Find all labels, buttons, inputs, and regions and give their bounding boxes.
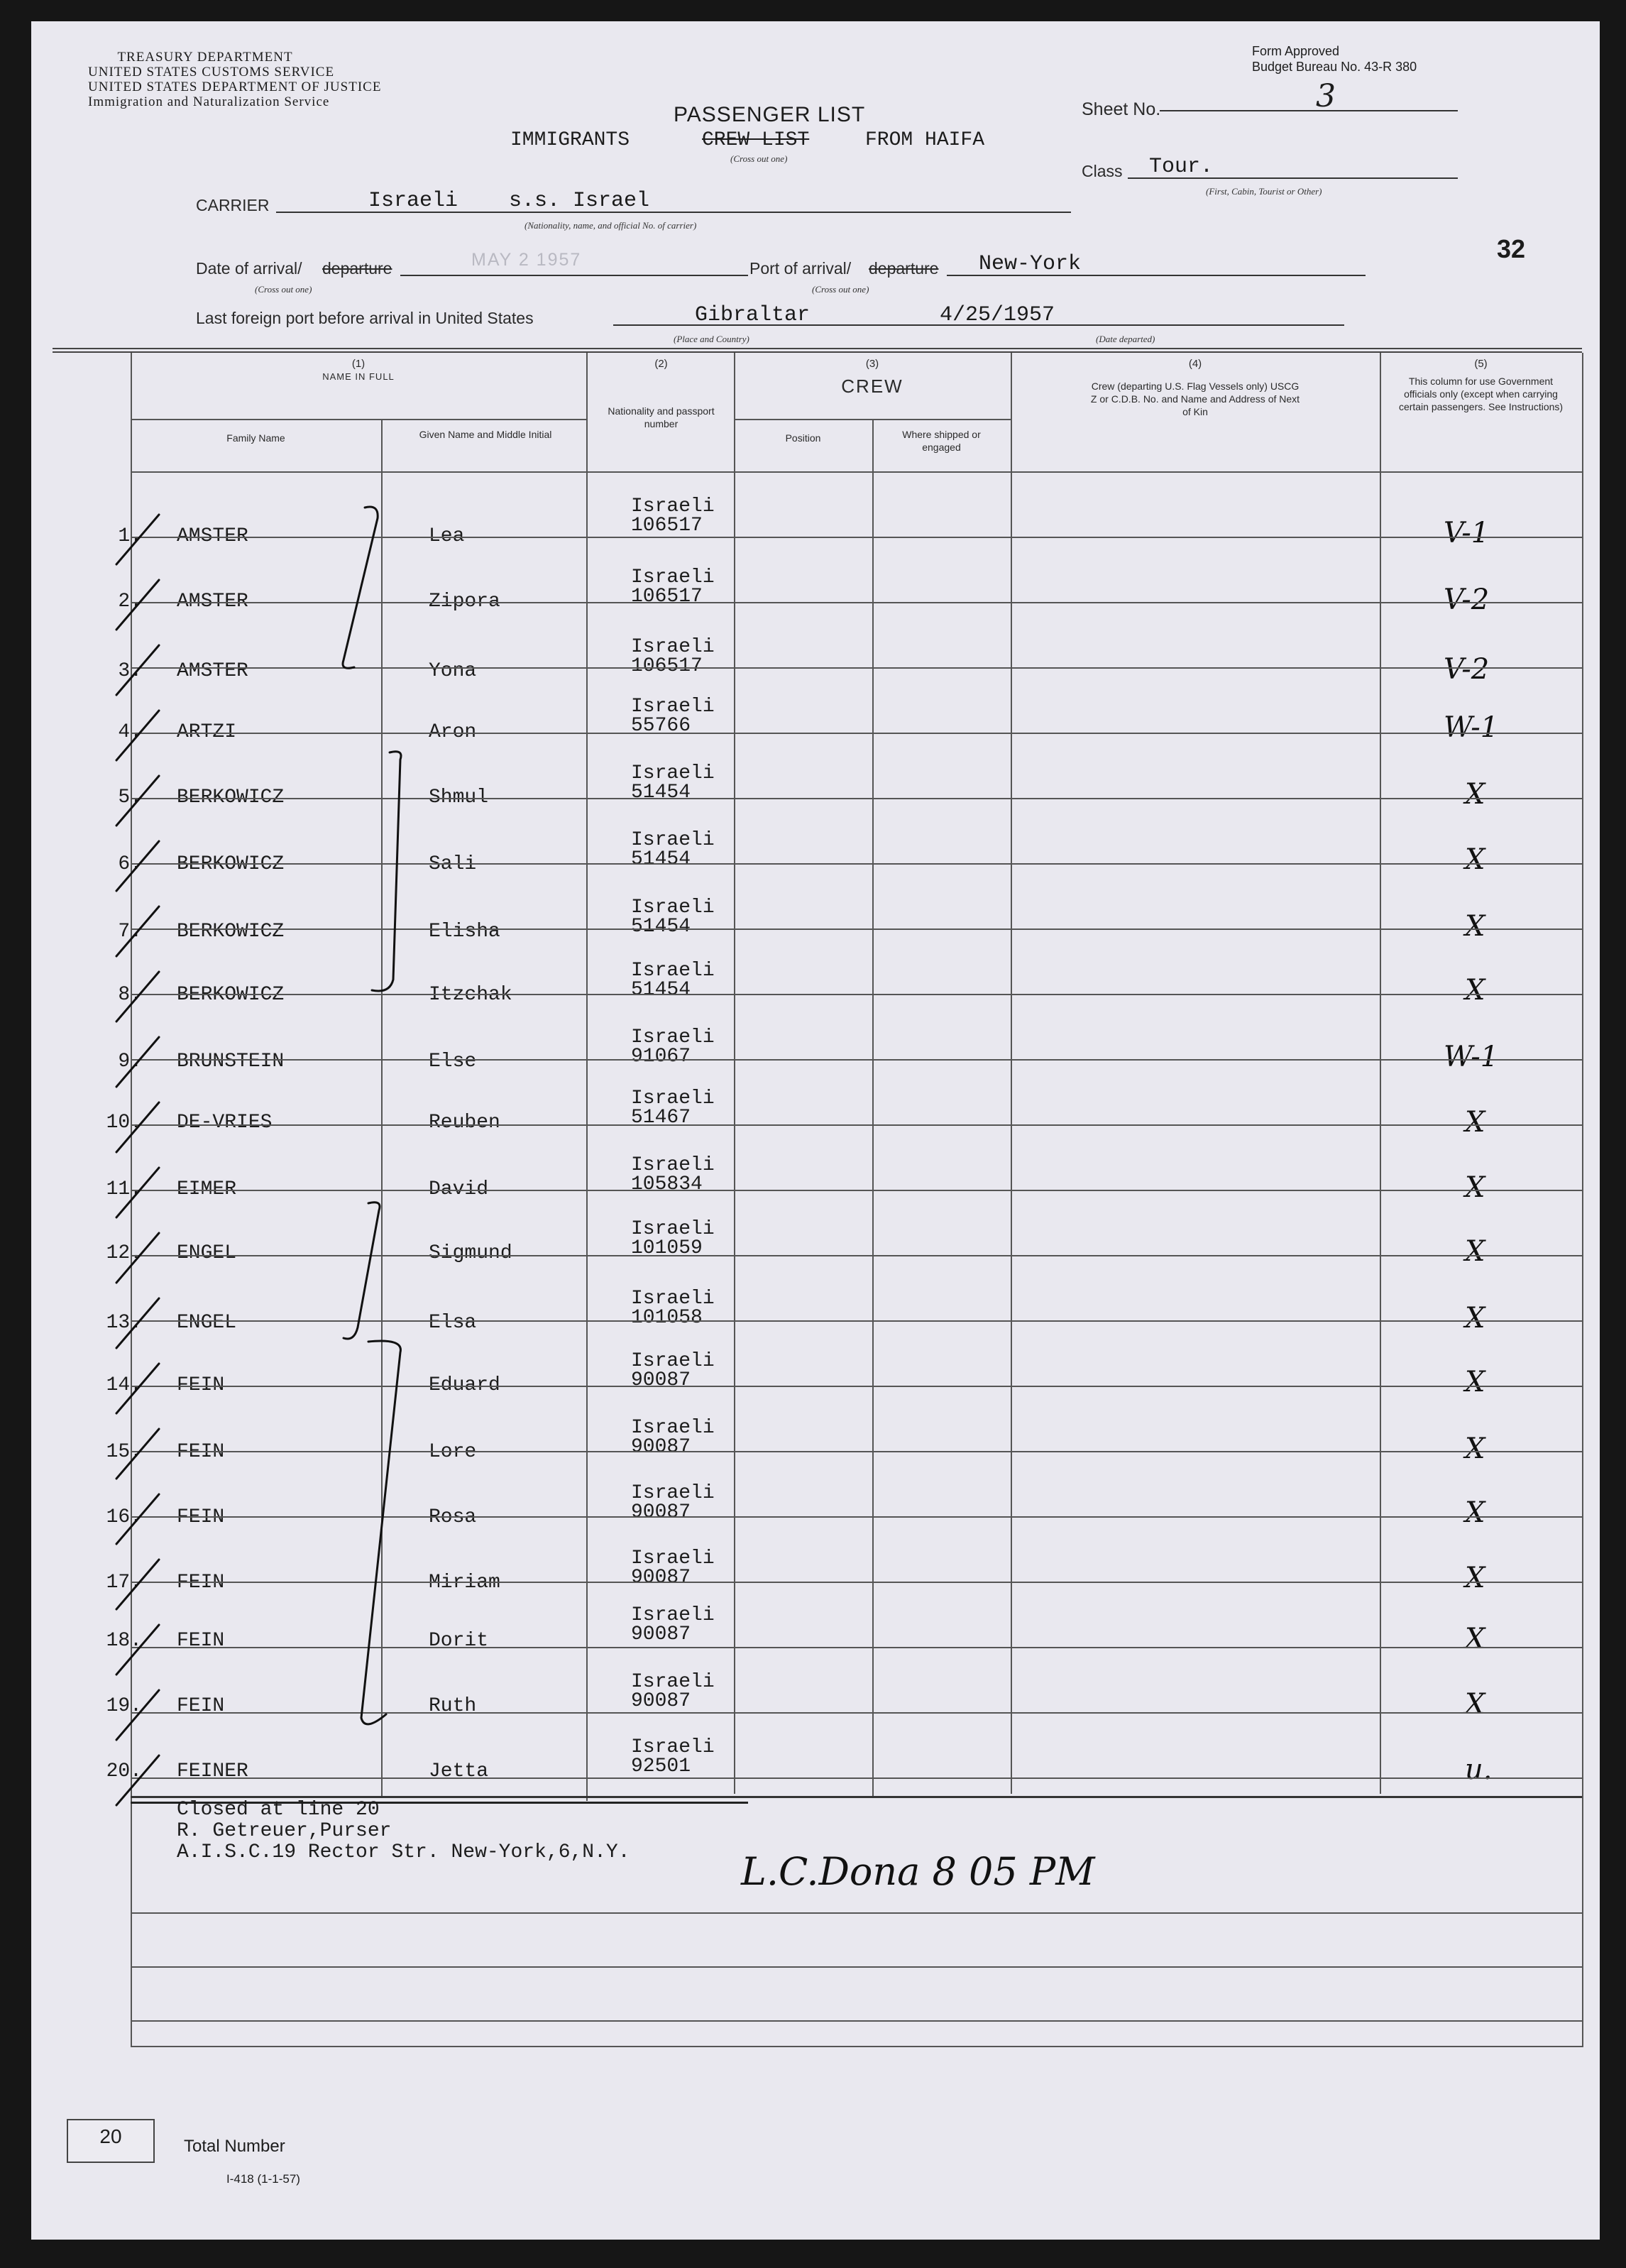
col2-header-num: (2) — [654, 358, 668, 370]
budget-bureau: Budget Bureau No. 43-R 380 — [1252, 60, 1417, 74]
immigrants-label: IMMIGRANTS — [510, 129, 630, 151]
arrival-date-stamp: MAY 2 1957 — [471, 250, 582, 270]
from-port: FROM HAIFA — [865, 129, 985, 151]
class-label: Class — [1082, 162, 1123, 180]
table-row: 1. AMSTER Lea Israeli 106517 V-1 — [118, 495, 1490, 549]
corner-number: 32 — [1497, 234, 1526, 263]
col1-given-header: Given Name and Middle Initial — [419, 429, 552, 440]
date-of-arrival-label: Date of arrival/ — [196, 259, 302, 278]
table-row: 8. BERKOWICZ Itzchak Israeli 51454 X — [118, 960, 1485, 1007]
departed-date: 4/25/1957 — [940, 303, 1055, 327]
purser-name: R. Getreuer,Purser — [177, 1820, 392, 1842]
carrier-value: Israeli s.s. Israel — [368, 189, 650, 213]
table-row: 7. BERKOWICZ Elisha Israeli 51454 X — [118, 897, 1485, 943]
last-port-label: Last foreign port before arrival in United States — [196, 309, 534, 327]
table-row: 16. FEIN Rosa Israeli 90087 X — [106, 1482, 1485, 1529]
sheet-number: 3 — [1316, 78, 1336, 114]
date-departure-struck: departure — [322, 259, 392, 278]
sheet-label: Sheet No. — [1082, 99, 1161, 119]
carrier-note: (Nationality, name, and official No. of carrier) — [524, 220, 697, 231]
table-row: 2. AMSTER Zipora Israeli 106517 V-2 — [118, 566, 1490, 616]
col3-header-num: (3) — [865, 358, 879, 370]
class-value: Tour. — [1149, 155, 1214, 179]
dept-line: UNITED STATES DEPARTMENT OF JUSTICE — [88, 80, 382, 94]
total-number-value: 20 — [99, 2125, 122, 2147]
closing-notes — [177, 1799, 630, 1863]
agency-address: A.I.S.C.19 Rector Str. New-York,6,N.Y. — [177, 1841, 630, 1863]
col3-header: CREW — [841, 376, 903, 397]
table-row: 12. ENGEL Sigmund Israeli 101059 X — [106, 1218, 1485, 1268]
carrier-label: CARRIER — [196, 196, 270, 214]
form-title: PASSENGER LIST — [674, 103, 866, 126]
port-departure-struck: departure — [869, 259, 939, 278]
table-row: 11. EIMER David Israeli 105834 X — [106, 1154, 1485, 1204]
dept-line: Immigration and Naturalization Service — [88, 94, 330, 109]
table-row: 9. BRUNSTEIN Else Israeli 91067 W-1 — [118, 1026, 1499, 1073]
table-row: 13. ENGEL Elsa Israeli 101058 X — [106, 1288, 1485, 1335]
col4-header-num: (4) — [1188, 358, 1202, 370]
port-of-arrival-label: Port of arrival/ — [749, 259, 852, 278]
date-departed-note: (Date departed) — [1096, 334, 1155, 344]
dept-line: UNITED STATES CUSTOMS SERVICE — [88, 65, 335, 80]
dept-line: TREASURY DEPARTMENT — [117, 50, 293, 65]
form-approved: Form Approved — [1252, 44, 1340, 58]
table-row: 14. FEIN Eduard Israeli 90087 X — [106, 1350, 1485, 1398]
table-row: 18. FEIN Dorit Israeli 90087 X — [106, 1604, 1485, 1655]
col3-position-header: Position — [785, 432, 821, 444]
date-cross-out-note: (Cross out one) — [255, 284, 312, 295]
col3-where-header: Where shipped or engaged — [902, 429, 981, 453]
table-row: 5. BERKOWICZ Shmul Israeli 51454 X — [118, 762, 1485, 811]
col5-header-num: (5) — [1474, 358, 1488, 370]
table-row: 19. FEIN Ruth Israeli 90087 X — [106, 1671, 1485, 1721]
place-note: (Place and Country) — [674, 334, 749, 344]
col1-family-header: Family Name — [226, 432, 285, 444]
form-number: I-418 (1-1-57) — [226, 2172, 300, 2186]
table-row: 17. FEIN Miriam Israeli 90087 X — [106, 1547, 1485, 1594]
inspector-signature: L.C.Dona 8 05 PM — [741, 1849, 1095, 1894]
col4-header: Crew (departing U.S. Flag Vessels only) USCG Z or C.D.B. No. and Name and Address of Next of Kin — [1090, 380, 1300, 417]
total-number-box — [67, 2119, 155, 2163]
closed-at-line: Closed at line 20 — [177, 1799, 380, 1821]
col5-header: This column for use Government officials only (except when carrying certain passengers. See Instructions) — [1398, 376, 1564, 412]
passenger-list-sheet — [31, 21, 1600, 2240]
cross-out-note: (Cross out one) — [730, 153, 788, 164]
table-row: 6. BERKOWICZ Sali Israeli 51454 X — [118, 829, 1485, 876]
crew-list-struck: CREW LIST — [702, 129, 810, 151]
table-row: 3. AMSTER Yona Israeli 106517 V-2 — [118, 636, 1490, 686]
class-note: (First, Cabin, Tourist or Other) — [1206, 186, 1322, 197]
table-row: 20. FEINER Jetta Israeli 92501 u. — [106, 1736, 1493, 1786]
total-number-label: Total Number — [184, 2137, 285, 2156]
port-value: New-York — [979, 252, 1082, 276]
col1-header: (1) NAME IN FULL — [322, 358, 395, 382]
handwritten-annotations — [31, 21, 1600, 1867]
table-row: 10. DE-VRIES Reuben Israeli 51467 X — [106, 1088, 1485, 1139]
table-row: 15. FEIN Lore Israeli 90087 X — [106, 1417, 1485, 1465]
last-port-value: Gibraltar — [695, 303, 811, 327]
port-cross-out-note: (Cross out one) — [812, 284, 869, 295]
col2-header: Nationality and passport number — [608, 405, 715, 429]
table-row: 4. ARTZI Aron Israeli 55766 W-1 — [118, 696, 1499, 744]
